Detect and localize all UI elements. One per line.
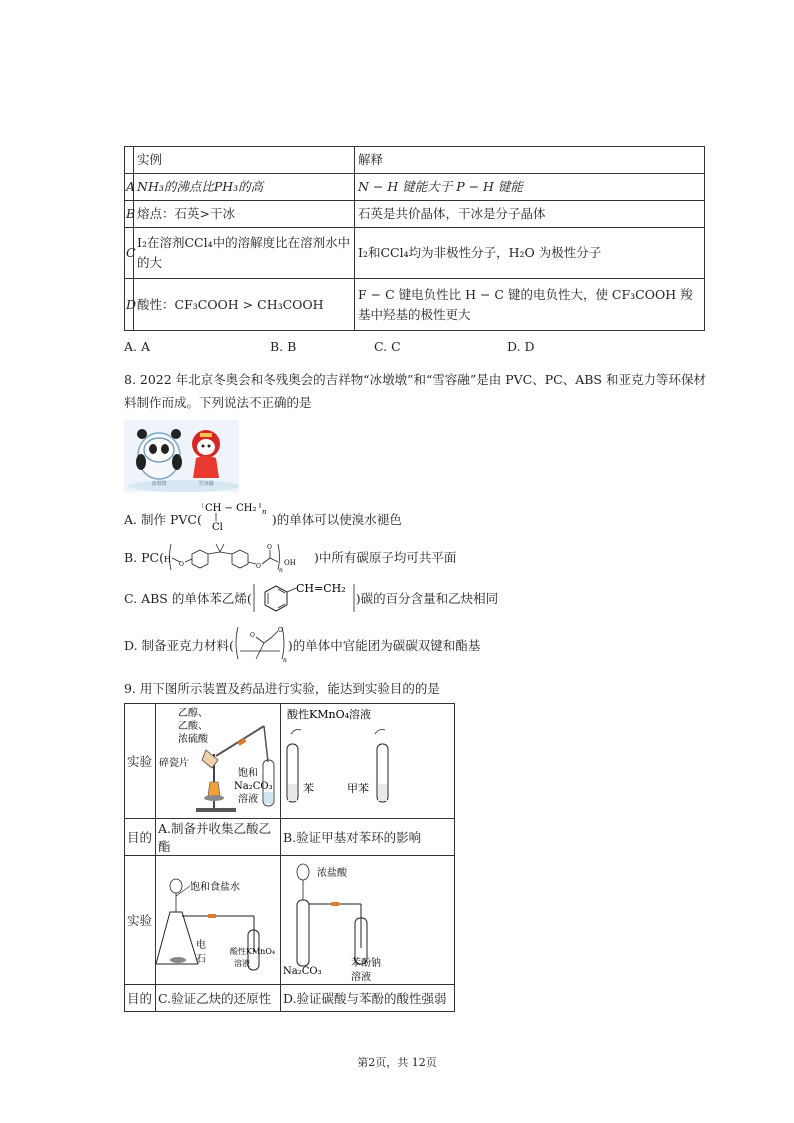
q9-aim-a[interactable]: A.制备并收集乙酸乙酯 bbox=[156, 819, 281, 856]
kmno4-test-apparatus bbox=[281, 704, 457, 818]
q9-aim-c[interactable]: C.验证乙炔的还原性 bbox=[156, 985, 281, 1012]
q7-header-example: 实例 bbox=[134, 147, 355, 174]
q7-option-a[interactable]: A. A bbox=[124, 339, 151, 354]
label-benzene: 苯 bbox=[303, 782, 314, 795]
label-na2co3: Na₂CO₃ bbox=[234, 781, 273, 792]
q8-option-c-post: )碳的百分含量和乙炔相同 bbox=[355, 591, 499, 606]
mascot-caption-1: 冰墩墩 bbox=[151, 481, 167, 487]
svg-text:O: O bbox=[277, 626, 283, 634]
pc-formula bbox=[163, 543, 314, 574]
q9-cell-c-apparatus bbox=[156, 856, 281, 985]
q8-option-d[interactable] bbox=[124, 626, 481, 663]
label-saline: 饱和食盐水 bbox=[190, 882, 240, 893]
pmma-formula-n: n bbox=[282, 656, 287, 663]
q7-row-b-explanation: 石英是共价晶体，干冰是分子晶体 bbox=[355, 201, 705, 228]
q7-row-a-example: NH₃的沸点比PH₃的高 bbox=[134, 174, 355, 201]
pvc-formula-top: CH − CH₂ bbox=[204, 502, 257, 514]
label-carbide-2: 石 bbox=[196, 954, 206, 965]
label-acidic-kmno4: 酸性KMnO₄溶液 bbox=[287, 708, 371, 721]
svg-text:O: O bbox=[249, 631, 255, 639]
svg-text:O: O bbox=[178, 560, 184, 568]
q7-option-d[interactable]: D. D bbox=[507, 339, 535, 354]
q7-row-c-label: C bbox=[125, 228, 134, 279]
svg-text:O: O bbox=[255, 562, 261, 570]
pc-formula-h: H bbox=[163, 554, 171, 564]
label-saturated: 饱和 bbox=[238, 768, 258, 779]
q9-aim-b[interactable]: B.验证甲基对苯环的影响 bbox=[281, 819, 455, 856]
mascot-caption-2: 雪容融 bbox=[198, 481, 214, 487]
q7-row-d-explanation: F − C 键电负性比 H − C 键的电负性大，使 CF₃COOH 羧基中羟基的极性更大 bbox=[355, 279, 705, 331]
label-phenoxide: 苯酚钠 bbox=[351, 958, 381, 969]
q9-row3-label: 实验 bbox=[125, 856, 156, 985]
q7-row-c-explanation: I₂和CCl₄均为非极性分子，H₂O 为极性分子 bbox=[355, 228, 705, 279]
q7-row-d-label: D bbox=[125, 279, 134, 331]
svg-text:O: O bbox=[266, 543, 272, 551]
q8-stem: 8. 2022 年北京冬奥会和冬残奥会的吉祥物“冰墩墩”和“雪容融”是由 PVC、PC、ABS 和亚克力等环保材料制作而成。下列说法不正确的是 bbox=[124, 372, 706, 410]
label-ethanol: 乙醇、 bbox=[178, 708, 208, 719]
q7-row-d-example: 酸性：CF₃COOH > CH₃COOH bbox=[134, 279, 355, 331]
q8-option-a-post: )的单体可以使溴水褪色 bbox=[271, 512, 402, 527]
q7-header-explanation: 解释 bbox=[355, 147, 705, 174]
q8-option-b-pre: B. PC( bbox=[124, 550, 164, 565]
q8-option-c[interactable] bbox=[124, 581, 499, 610]
q9-row2-label: 目的 bbox=[125, 819, 156, 856]
q8-option-b[interactable] bbox=[124, 543, 457, 574]
q9-aim-d[interactable]: D.验证碳酸与苯酚的酸性强弱 bbox=[281, 985, 455, 1012]
label-carbide-1: 电 bbox=[196, 940, 206, 951]
q8-option-a[interactable] bbox=[124, 502, 402, 532]
q7-header-blank bbox=[125, 147, 134, 174]
pvc-formula-n: n bbox=[261, 507, 267, 516]
label-solution: 溶液 bbox=[238, 794, 258, 805]
q9-table bbox=[124, 703, 455, 1012]
q7-table bbox=[124, 146, 705, 331]
q9-stem: 9. 用下图所示装置及药品进行实验，能达到实验目的的是 bbox=[124, 681, 440, 696]
q8-option-b-post: )中所有碳原子均可共平面 bbox=[313, 550, 457, 565]
q9-cell-a-apparatus bbox=[156, 704, 281, 819]
q7-row-a-explanation: N − H 键能大于 P − H 键能 bbox=[355, 174, 705, 201]
q7-row-c-example: I₂在溶剂CCl₄中的溶解度比在溶剂水中的大 bbox=[134, 228, 355, 279]
label-porcelain: 碎瓷片 bbox=[159, 758, 189, 769]
q9-row1-label: 实验 bbox=[125, 704, 156, 819]
q7-option-c[interactable]: C. C bbox=[374, 339, 401, 354]
q9-row4-label: 目的 bbox=[125, 985, 156, 1012]
label-toluene: 甲苯 bbox=[347, 782, 369, 795]
q8-option-c-pre: C. ABS 的单体苯乙烯( bbox=[124, 591, 252, 606]
pvc-formula-sub: Cl bbox=[211, 521, 223, 532]
label-d-na2co3: Na₂CO₃ bbox=[283, 966, 322, 977]
page-footer: 第2页，共 12页 bbox=[357, 1056, 437, 1069]
pmma-formula bbox=[234, 626, 288, 663]
q7-option-b[interactable]: B. B bbox=[270, 339, 297, 354]
acidity-apparatus bbox=[281, 856, 457, 984]
styrene-formula bbox=[252, 581, 356, 610]
label-hcl: 浓盐酸 bbox=[317, 868, 347, 879]
mascot-image bbox=[124, 420, 239, 492]
q7-row-a-label: A bbox=[125, 174, 134, 201]
q9-cell-d-apparatus bbox=[281, 856, 455, 985]
q9-cell-b-apparatus bbox=[281, 704, 455, 819]
label-c-solution: 溶液 bbox=[234, 959, 250, 968]
q7-row-b-example: 熔点：石英>干冰 bbox=[134, 201, 355, 228]
label-d-solution: 溶液 bbox=[351, 972, 371, 983]
label-acetic-acid: 乙酸、 bbox=[178, 721, 208, 732]
pc-formula-oh: OH bbox=[283, 558, 296, 567]
label-sulfuric-acid: 浓硫酸 bbox=[178, 734, 208, 745]
styrene-vinyl: CH=CH₂ bbox=[295, 581, 346, 595]
pc-formula-n: n bbox=[278, 566, 283, 574]
pvc-formula bbox=[202, 502, 272, 532]
esterification-apparatus bbox=[156, 704, 280, 818]
q7-row-b-label: B bbox=[125, 201, 134, 228]
q8-option-d-pre: D. 制备亚克力材料( bbox=[124, 638, 234, 653]
q8-option-d-post: )的单体中官能团为碳碳双键和酯基 bbox=[287, 638, 481, 653]
acetylene-apparatus bbox=[156, 856, 280, 984]
q8-option-a-pre: A. 制作 PVC( bbox=[124, 512, 202, 527]
bing-dwen-dwen-figure bbox=[136, 429, 182, 479]
label-c-kmno4: 酸性KMnO₄ bbox=[230, 947, 276, 956]
